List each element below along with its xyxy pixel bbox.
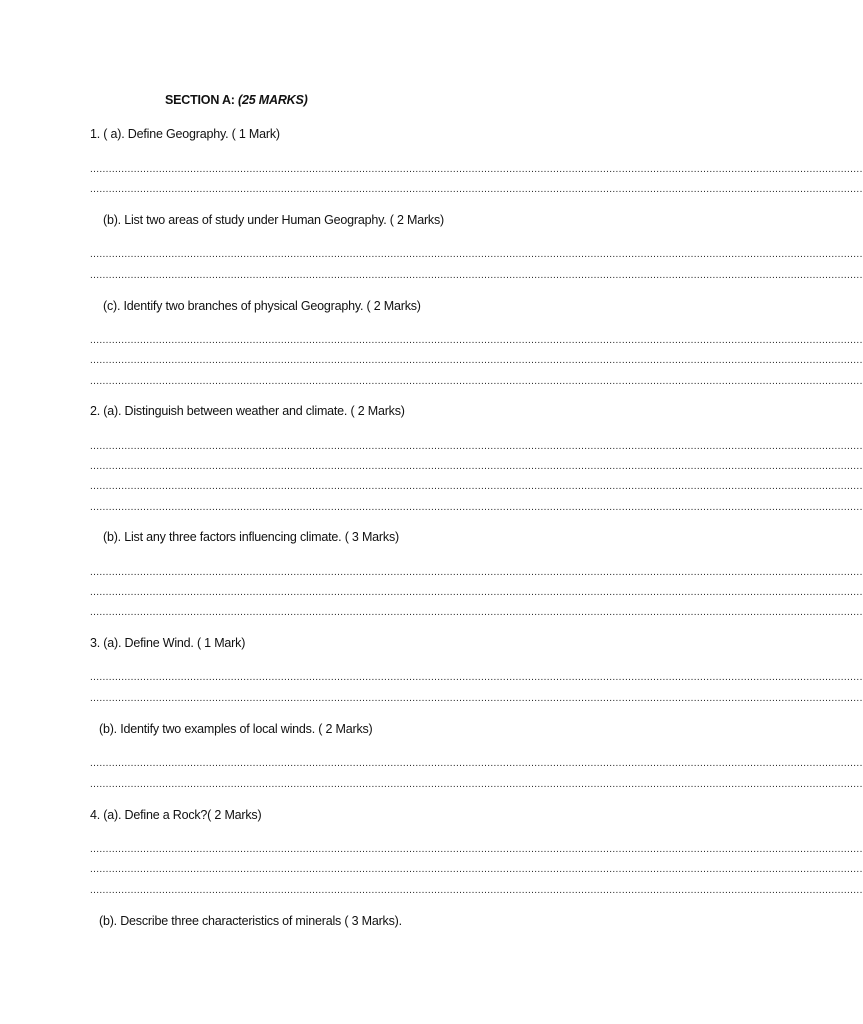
question-2b: (b). List any three factors influencing climate. ( 3 Marks): [103, 530, 399, 544]
question-4b: (b). Describe three characteristics of minerals ( 3 Marks).: [99, 914, 402, 928]
answer-line[interactable]: .......................................................................................................................................................................................................................................................: [90, 376, 863, 387]
question-4a: 4. (a). Define a Rock?( 2 Marks): [90, 808, 262, 822]
answer-line[interactable]: .......................................................................................................................................................................................................................................................: [90, 184, 863, 195]
question-1c: (c). Identify two branches of physical Geography. ( 2 Marks): [103, 299, 421, 313]
answer-line[interactable]: .......................................................................................................................................................................................................................................................: [90, 164, 863, 175]
answer-line[interactable]: .......................................................................................................................................................................................................................................................: [90, 461, 863, 472]
question-3a: 3. (a). Define Wind. ( 1 Mark): [90, 636, 246, 650]
section-title: [165, 93, 308, 107]
question-3b: (b). Identify two examples of local winds. ( 2 Marks): [99, 722, 373, 736]
answer-line[interactable]: .......................................................................................................................................................................................................................................................: [90, 335, 863, 346]
answer-line[interactable]: .......................................................................................................................................................................................................................................................: [90, 672, 863, 683]
answer-line[interactable]: .......................................................................................................................................................................................................................................................: [90, 355, 863, 366]
answer-line[interactable]: .......................................................................................................................................................................................................................................................: [90, 270, 863, 281]
question-1b: (b). List two areas of study under Human Geography. ( 2 Marks): [103, 213, 444, 227]
answer-line[interactable]: .......................................................................................................................................................................................................................................................: [90, 607, 863, 618]
answer-line[interactable]: .......................................................................................................................................................................................................................................................: [90, 758, 863, 769]
answer-line[interactable]: .......................................................................................................................................................................................................................................................: [90, 567, 863, 578]
answer-line[interactable]: .......................................................................................................................................................................................................................................................: [90, 249, 863, 260]
answer-line[interactable]: .......................................................................................................................................................................................................................................................: [90, 844, 863, 855]
answer-line[interactable]: .......................................................................................................................................................................................................................................................: [90, 441, 863, 452]
answer-line[interactable]: .......................................................................................................................................................................................................................................................: [90, 779, 863, 790]
answer-line[interactable]: .......................................................................................................................................................................................................................................................: [90, 864, 863, 875]
question-2a: 2. (a). Distinguish between weather and climate. ( 2 Marks): [90, 404, 405, 418]
answer-line[interactable]: .......................................................................................................................................................................................................................................................: [90, 693, 863, 704]
question-1a: 1. ( a). Define Geography. ( 1 Mark): [90, 127, 280, 141]
answer-line[interactable]: .......................................................................................................................................................................................................................................................: [90, 502, 863, 513]
section-marks: (25 MARKS): [238, 93, 308, 107]
answer-line[interactable]: .......................................................................................................................................................................................................................................................: [90, 885, 863, 896]
section-label: SECTION A:: [165, 93, 235, 107]
answer-line[interactable]: .......................................................................................................................................................................................................................................................: [90, 481, 863, 492]
answer-line[interactable]: .......................................................................................................................................................................................................................................................: [90, 587, 863, 598]
